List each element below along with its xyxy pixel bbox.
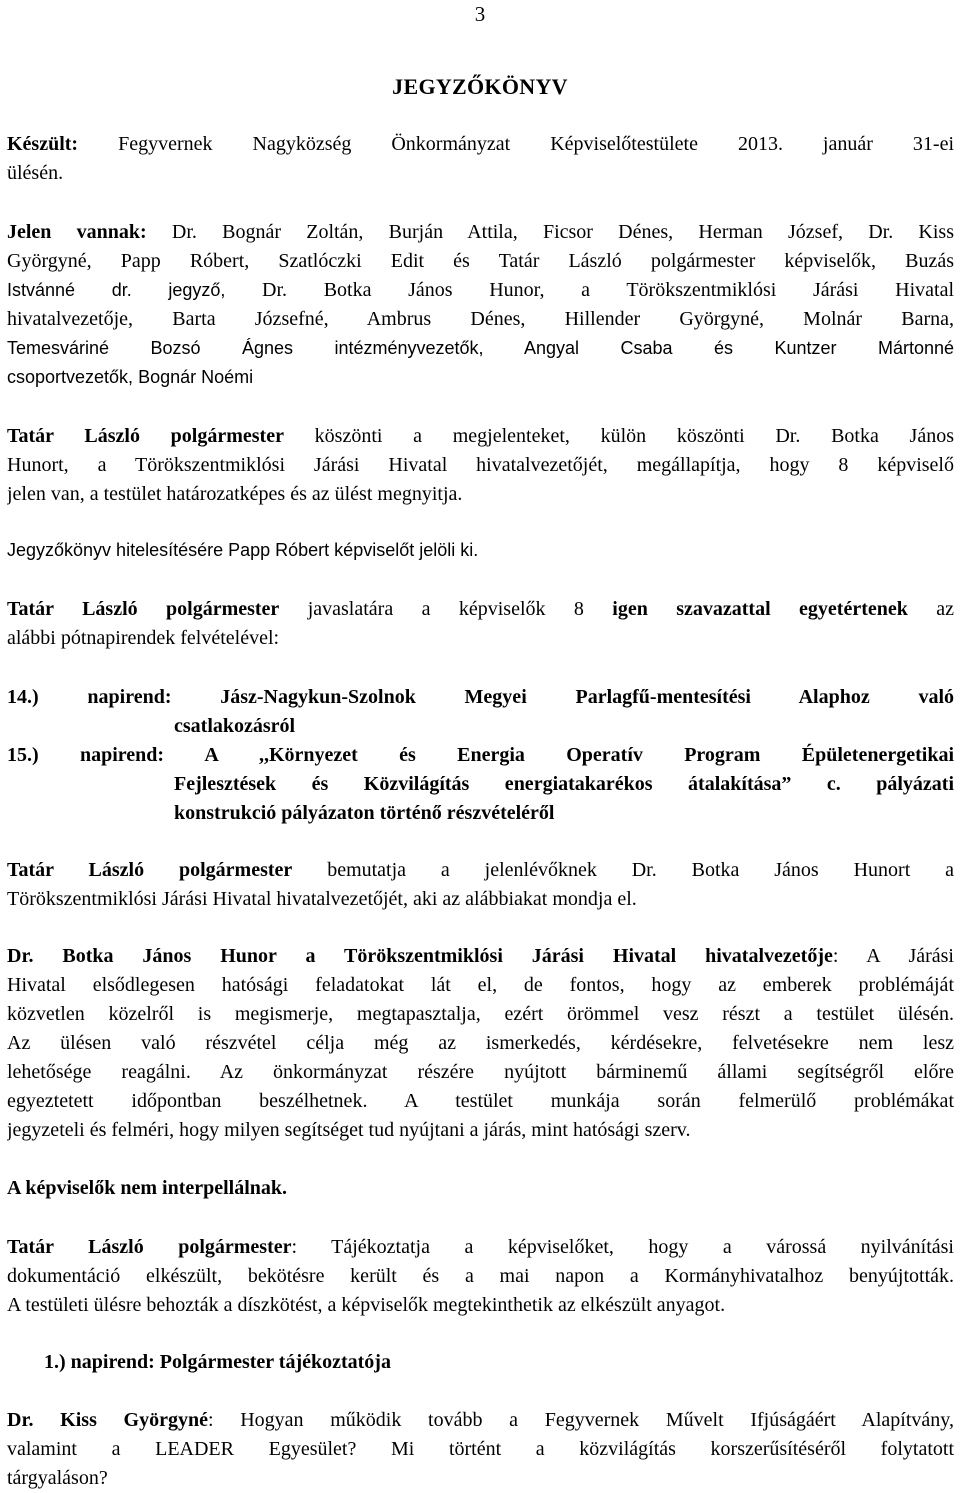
- jelen-line-1: Jelen vannak: Dr. Bognár Zoltán, Burján Attila, Ficsor Dénes, Herman József, Dr. Kiss: [7, 221, 954, 243]
- tajekoztat-line-1: Tatár László polgármester: Tájékoztatja a képviselőket, hogy a várossá nyilvánítási: [7, 1236, 954, 1258]
- jelen-line-3: Istvánné dr. jegyző, Dr. Botka János Hunor, a Törökszentmiklósi Járási Hivatal: [7, 279, 954, 301]
- interpellacio-paragraph: [7, 1174, 954, 1203]
- agenda-15-line-3: konstrukció pályázaton történő részvételéről: [174, 802, 555, 824]
- koszonti-paragraph: [7, 422, 954, 509]
- napirend-1-heading: [44, 1348, 944, 1377]
- agenda-15-line-1: 15.) napirend: A ,,Környezet és Energia Operatív Program Épületenergetikai: [7, 744, 954, 766]
- vote-result: igen szavazattal egyetértenek: [612, 598, 908, 620]
- botka-line-4: Az ülésen való részvétel célja még az ismerkedés, kérdésekre, felvetésekre nem lesz: [7, 1032, 954, 1054]
- botka-line-6: egyeztetett időpontban beszélhetnek. A testület munkája során felmerülő problémákat: [7, 1090, 954, 1112]
- interpellacio-line: A képviselők nem interpellálnak.: [7, 1177, 288, 1199]
- javaslat-line-1: Tatár László polgármester javaslatára a képviselők 8 igen szavazattal egyetértenek az: [7, 598, 954, 620]
- hitelesito-paragraph: [7, 536, 954, 565]
- jelen-line-2: Györgyné, Papp Róbert, Szatlóczki Edit és Tatár László polgármester képviselők, Buzás: [7, 250, 954, 272]
- jelen-label: Jelen vannak:: [7, 221, 147, 243]
- speaker-name: Dr. Kiss Györgyné: [7, 1409, 208, 1431]
- kiss-line-2: valamint a LEADER Egyesület? Mi történt a közvilágítás korszerűsítéséről folytatott: [7, 1438, 954, 1460]
- botka-line-5: lehetősége reagálni. Az önkormányzat részére nyújtott bárminemű állami segítségről előre: [7, 1061, 954, 1083]
- keszult-line-2: ülésén.: [7, 162, 64, 184]
- page-number: 3: [474, 2, 486, 26]
- jelen-line-6: csoportvezetők, Bognár Noémi: [7, 367, 254, 387]
- botka-line-1: Dr. Botka János Hunor a Törökszentmiklósi Járási Hivatal hivatalvezetője: A Járási: [7, 945, 954, 967]
- keszult-paragraph: [7, 130, 954, 188]
- kiss-line-1: Dr. Kiss Györgyné: Hogyan működik tovább a Fegyvernek Művelt Ifjúságáért Alapítvány,: [7, 1409, 954, 1431]
- speaker-name: Tatár László polgármester: [7, 425, 284, 447]
- agenda-14-line-2: csatlakozásról: [174, 715, 296, 737]
- bemutatja-line-1: Tatár László polgármester bemutatja a jelenlévőknek Dr. Botka János Hunort a: [7, 859, 954, 881]
- koszonti-line-2: Hunort, a Törökszentmiklósi Járási Hivatal hivatalvezetőjét, megállapítja, hogy 8 képviselő: [7, 454, 954, 476]
- agenda-14-line-1: 14.) napirend: Jász-Nagykun-Szolnok Megyei Parlagfű-mentesítési Alaphoz való: [7, 686, 954, 708]
- kiss-line-3: tárgyaláson?: [7, 1467, 108, 1489]
- koszonti-line-1: Tatár László polgármester köszönti a megjelenteket, külön köszönti Dr. Botka János: [7, 425, 954, 447]
- speaker-name: Tatár László polgármester: [7, 1236, 292, 1258]
- keszult-label: Készült:: [7, 133, 79, 155]
- botka-line-3: közvetlen közelről is megismerje, megtapasztalja, ezért örömmel vesz részt a testület ülésén.: [7, 1003, 954, 1025]
- botka-line-2: Hivatal elsődlegesen hatósági feladatokat lát el, de fontos, hogy az emberek problémáját: [7, 974, 954, 996]
- hitelesito-line: Jegyzőkönyv hitelesítésére Papp Róbert képviselőt jelöli ki.: [7, 540, 479, 560]
- jelen-line-5: Temesváriné Bozsó Ágnes intézményvezetők, Angyal Csaba és Kuntzer Mártonné: [7, 338, 954, 358]
- tajekoztat-paragraph: [7, 1233, 954, 1320]
- tajekoztat-line-2: dokumentáció elkészült, bekötésre került és a mai napon a Kormányhivatalhoz benyújtották.: [7, 1265, 954, 1287]
- koszonti-line-3: jelen van, a testület határozatképes és az ülést megnyitja.: [7, 483, 463, 505]
- agenda-item-15: [7, 741, 954, 828]
- document-title: JEGYZŐKÖNYV: [392, 74, 568, 99]
- speaker-name: Tatár László polgármester: [7, 598, 280, 620]
- botka-paragraph: [7, 942, 954, 1145]
- speaker-name: Dr. Botka János Hunor a Törökszentmiklósi Járási Hivatal hivatalvezetője: [7, 945, 833, 967]
- agenda-item-14: [7, 683, 954, 741]
- bemutatja-paragraph: [7, 856, 954, 914]
- botka-line-7: jegyzeteli és felméri, hogy milyen segítséget tud nyújtani a járás, mint hatósági szerv.: [7, 1119, 691, 1141]
- napirend-1-line: 1.) napirend: Polgármester tájékoztatója: [44, 1351, 391, 1373]
- jelen-paragraph: [7, 218, 954, 392]
- keszult-line-1: Készült: Fegyvernek Nagyközség Önkormányzat Képviselőtestülete 2013. január 31-ei: [7, 133, 954, 155]
- agenda-15-line-2: Fejlesztések és Közvilágítás energiatakarékos átalakítása” c. pályázati: [174, 773, 954, 795]
- kiss-paragraph: [7, 1406, 954, 1493]
- javaslat-paragraph: [7, 595, 954, 653]
- javaslat-line-2: alábbi pótnapirendek felvételével:: [7, 627, 280, 649]
- speaker-name: Tatár László polgármester: [7, 859, 293, 881]
- bemutatja-line-2: Törökszentmiklósi Járási Hivatal hivatalvezetőjét, aki az alábbiakat mondja el.: [7, 888, 637, 910]
- tajekoztat-line-3: A testületi ülésre behozták a díszkötést, a képviselők megtekinthetik az elkészült anyagot.: [7, 1294, 726, 1316]
- jelen-line-4: hivatalvezetője, Barta Józsefné, Ambrus Dénes, Hillender Györgyné, Molnár Barna,: [7, 308, 954, 330]
